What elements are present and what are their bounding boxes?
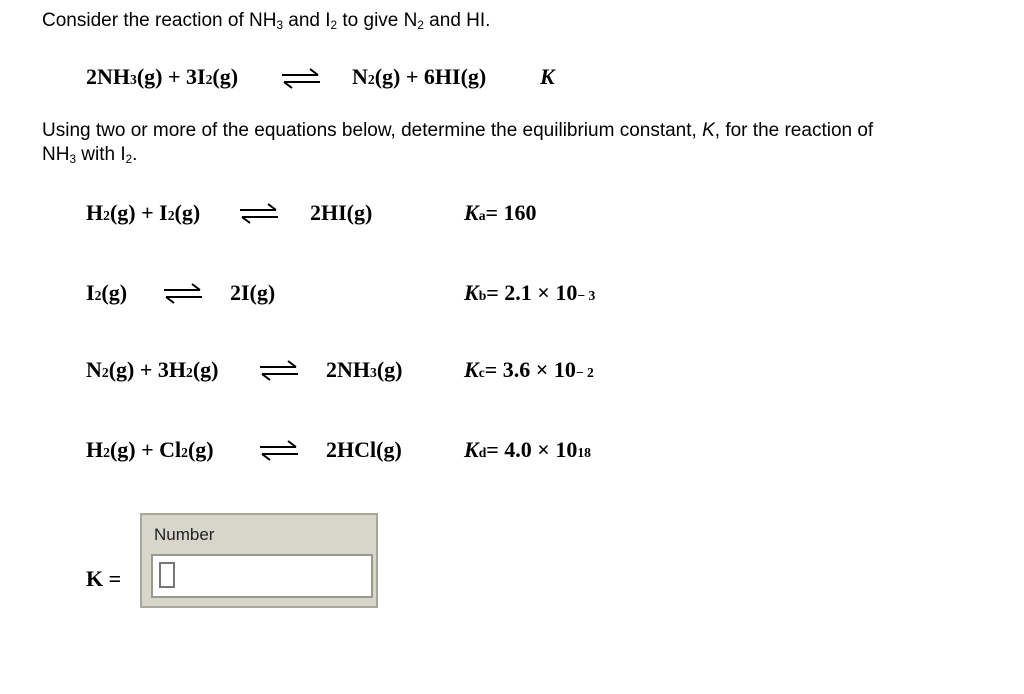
- equilibrium-arrow-icon: [160, 282, 206, 304]
- equilibrium-arrow-icon: [256, 359, 302, 381]
- instructions-line1: Using two or more of the equations below, determine the equilibrium constant, K, for the reaction of: [42, 120, 874, 141]
- equilibrium-arrow-icon: [236, 202, 282, 224]
- equation-d-k: K d = 4.0 × 10 18: [464, 437, 591, 462]
- equation-b-products: 2I(g): [230, 280, 276, 305]
- answer-input[interactable]: [151, 554, 373, 598]
- equation-b-reactants: I 2 (g): [86, 280, 128, 305]
- equation-c-k: K c = 3.6 × 10 − 2: [464, 357, 594, 382]
- answer-label: Number: [154, 525, 215, 544]
- equation-a-k: K a = 160: [464, 200, 537, 225]
- main-reaction: 2NH 3 (g) + 3I 2 (g): [86, 64, 239, 89]
- answer-widget: [140, 513, 378, 608]
- instructions-line2: $NH_3$ with $I_2$.: [42, 144, 138, 166]
- equation-c-products: 2NH 3 (g): [326, 357, 403, 382]
- main-reaction-products: N 2 (g) + 6HI(g): [352, 64, 487, 89]
- equation-b-k: K b = 2.1 × 10 − 3: [464, 280, 596, 305]
- equation-a-products: 2HI(g): [310, 200, 373, 225]
- main-reaction-k: K: [540, 64, 555, 89]
- equation-c-reactants: N 2 (g) + 3H 2 (g): [86, 357, 219, 382]
- intro-text: Consider the reaction of $NH_3$ and $I_2$ to give $N_2$ and HI.: [42, 10, 491, 32]
- answer-k-prompt: K =: [86, 566, 122, 591]
- equation-d-products: 2HCl(g): [326, 437, 402, 462]
- equation-a-reactants: H 2 (g) + I 2 (g): [86, 200, 201, 225]
- equilibrium-arrow-icon: [256, 439, 302, 461]
- equation-d-reactants: H 2 (g) + Cl 2 (g): [86, 437, 214, 462]
- equilibrium-arrow-icon: [278, 67, 324, 89]
